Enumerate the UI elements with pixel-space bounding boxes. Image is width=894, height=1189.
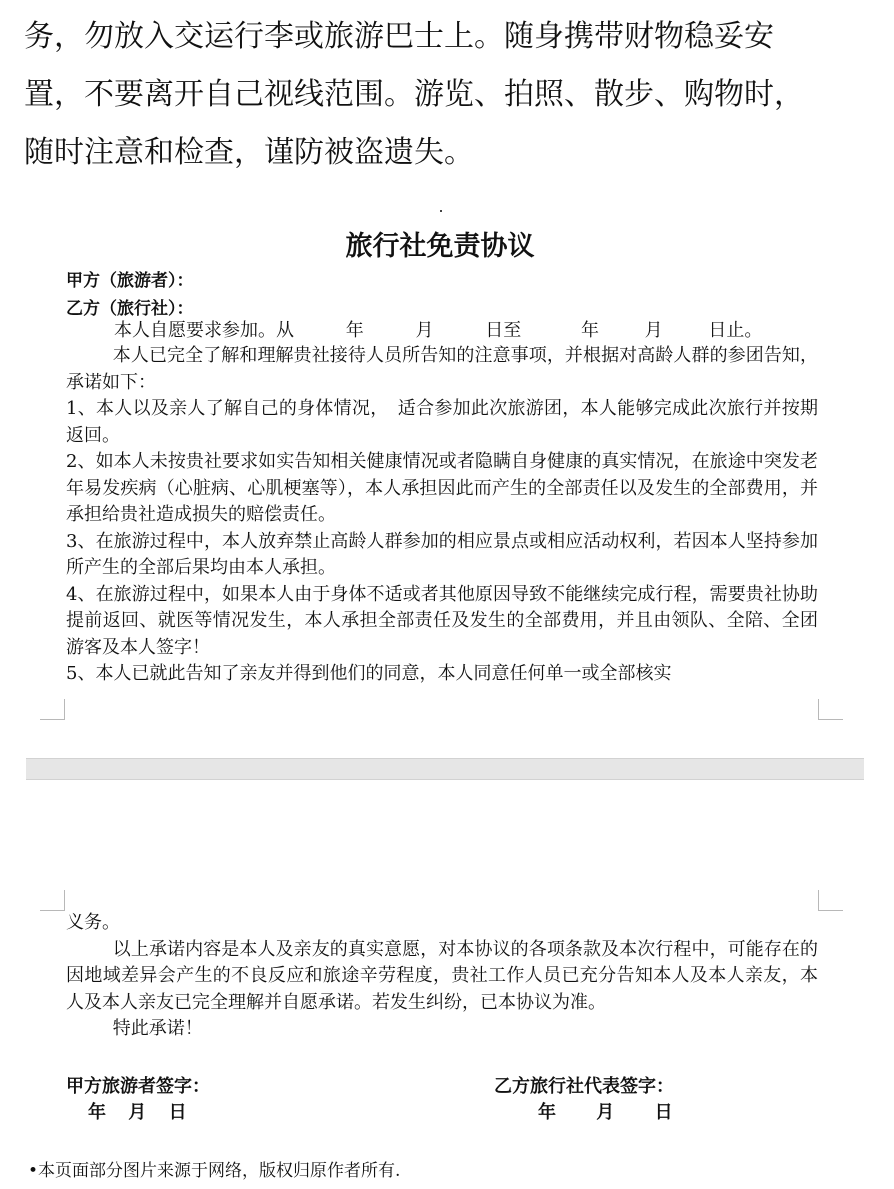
- sign-date-a: [88, 1098, 187, 1124]
- sign-date-day: 日: [168, 1102, 187, 1123]
- date-year-2: 年: [580, 320, 599, 341]
- crop-mark: [40, 890, 65, 911]
- date-prefix: 本人自愿要求参加。从: [114, 320, 294, 341]
- crop-mark: [818, 890, 843, 911]
- item-3: 3、在旅游过程中，本人放弃禁止高龄人群参加的相应景点或相应活动权利，若因本人坚持参加所产生的全部后果均由本人承担。: [66, 530, 818, 578]
- document-title: 旅行社免责协议: [345, 231, 535, 262]
- crop-mark: [818, 699, 843, 720]
- signature-party-a: 甲方旅游者签字：: [66, 1076, 210, 1097]
- continuation-text: 义务。: [66, 912, 120, 933]
- party-b-label: 乙方（旅行社）：: [66, 299, 194, 319]
- dot-mark: [440, 210, 442, 212]
- agreement-body-page-2: [66, 910, 818, 1043]
- intro-paragraph: 本人已完全了解和理解贵社接待人员所告知的注意事项，并根据对高龄人群的参团告知，承诺如下：: [66, 345, 818, 393]
- sign-date-year: 年: [538, 1102, 556, 1123]
- special-note: 特此承诺！: [112, 1018, 203, 1039]
- date-month-2: 月: [644, 320, 663, 341]
- date-day-end: 日止。: [708, 320, 763, 341]
- sign-date-month: 月: [128, 1102, 147, 1123]
- crop-mark: [40, 699, 65, 720]
- item-2: 2、如本人未按贵社要求如实告知相关健康情况或者隐瞒自身健康的真实情况，在旅途中突发老年易发疾病（心脏病、心肌梗塞等），本人承担因此而产生的全部责任以及发生的全部费用，并承担给贵社造成损失的赔偿责任。: [66, 451, 818, 525]
- copyright-note: •本页面部分图片来源于网络，版权归原作者所有.: [28, 1161, 401, 1181]
- party-a-label: 甲方（旅游者）：: [66, 271, 194, 291]
- intro-line: 务，勿放入交运行李或旅游巴士上。随身携带财物稳妥安: [24, 19, 774, 54]
- sign-date-year: 年: [88, 1102, 106, 1123]
- signature-party-b: 乙方旅行社代表签字：: [494, 1076, 674, 1097]
- date-day-to: 日至: [485, 320, 522, 341]
- date-year-1: 年: [345, 320, 364, 341]
- date-line: [66, 316, 826, 342]
- sign-date-b: [538, 1098, 673, 1124]
- agreement-body: [66, 343, 818, 688]
- intro-line: 随时注意和检查，谨防被盗遗失。: [24, 135, 474, 170]
- item-4: 4、在旅游过程中，如果本人由于身体不适或者其他原因导致不能继续完成行程，需要贵社协助提前返回、就医等情况发生，本人承担全部责任及发生的全部费用，并且由领队、全陪、全团游客及本人签字！: [66, 583, 818, 658]
- sign-date-month: 月: [596, 1102, 615, 1123]
- sign-date-day: 日: [654, 1102, 673, 1123]
- item-1: 1、本人以及亲人了解自己的身体情况， 适合参加此次旅游团，本人能够完成此次旅行并按期返回。: [66, 398, 818, 446]
- item-5: 5、本人已就此告知了亲友并得到他们的同意，本人同意任何单一或全部核实: [66, 663, 672, 684]
- intro-line: 置，不要离开自己视线范围。游览、拍照、散步、购物时，: [24, 77, 804, 112]
- closing-paragraph: 以上承诺内容是本人及亲友的真实意愿，对本协议的各项条款及本次行程中，可能存在的因地域差异会产生的不良反应和旅途辛劳程度，贵社工作人员已充分告知本人及本人亲友，本人及本人亲友已完全理解并自愿承诺。若发生纠纷，已本协议为准。: [66, 938, 818, 1013]
- page-separator: [26, 758, 864, 780]
- intro-text: [24, 10, 884, 184]
- date-month-1: 月: [415, 320, 434, 341]
